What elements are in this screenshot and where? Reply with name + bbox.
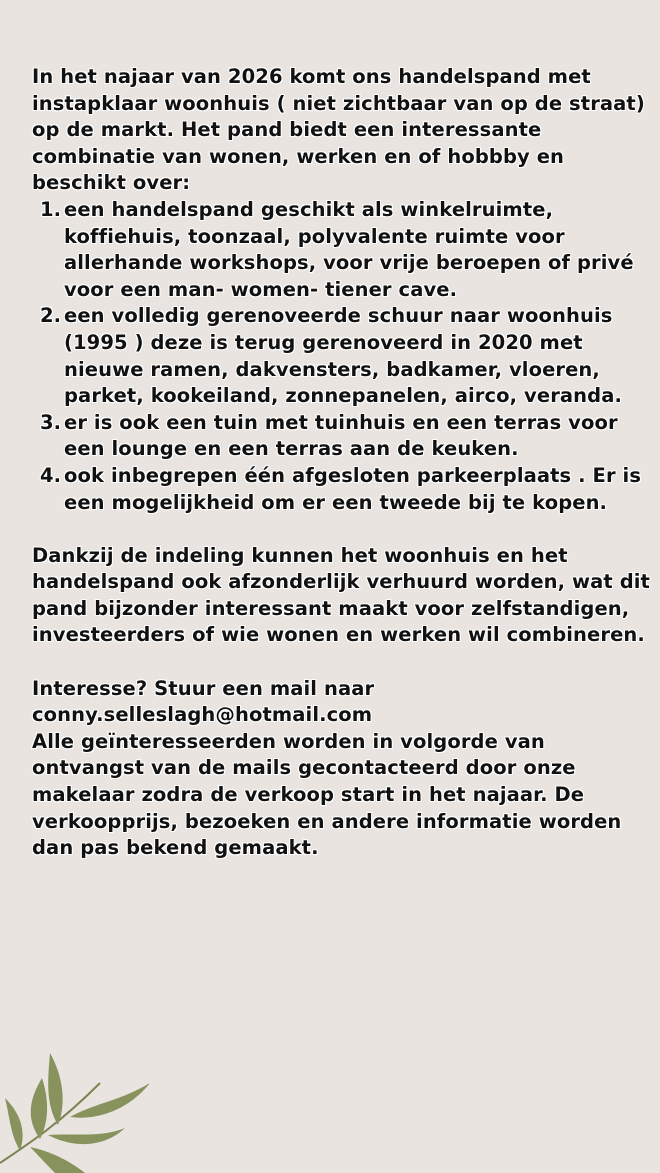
contact-email[interactable]: conny.selleslagh@hotmail.com: [32, 703, 373, 727]
list-item-number: 2.: [40, 304, 62, 328]
list-item-number: 3.: [40, 410, 62, 434]
list-item: [32, 303, 656, 409]
list-item-text: een volledig gerenoveerde schuur naar woonhuis (1995 ) deze is terug gerenoveerd in 2020 met nieuwe ramen, dakvensters, badkamer, vloeren, parket, kookeiland, zonnepanelen, airco, veranda.: [64, 304, 622, 408]
contact-note: Alle geïnteresseerden worden in volgorde van ontvangst van de mails gecontacteerd door onze makelaar zodra de verkoop start in het najaar. De verkoopprijs, bezoeken en andere informatie worden dan pas bekend gemaakt.: [32, 729, 622, 860]
list-item-text: ook inbegrepen één afgesloten parkeerplaats . Er is een mogelijkheid om er een tweede bij te kopen.: [64, 463, 642, 514]
features-list: [32, 197, 656, 516]
spacer: [32, 516, 656, 543]
leaf-branch-icon: [0, 1023, 170, 1173]
list-item-text: er is ook een tuin met tuinhuis en een terras voor een lounge en een terras aan de keuken.: [64, 410, 618, 461]
list-item: [32, 463, 656, 516]
list-item: [32, 410, 656, 463]
contact-line: Interesse? Stuur een mail naar: [32, 676, 375, 700]
intro-paragraph: In het najaar van 2026 komt ons handelspand met instapklaar woonhuis ( niet zichtbaar van op de straat) op de markt. Het pand biedt een interessante combinatie van wonen, werken en of hobbby en beschikt over:: [32, 65, 645, 195]
announcement-text: [32, 64, 656, 862]
list-item: [32, 197, 656, 303]
rental-paragraph: Dankzij de indeling kunnen het woonhuis en het handelspand ook afzonderlijk verhuurd worden, wat dit pand bijzonder interessant maakt voor zelfstandigen, investeerders of wie wonen en werken wil combineren.: [32, 543, 650, 647]
list-item-number: 1.: [40, 197, 62, 221]
list-item-text: een handelspand geschikt als winkelruimte, koffiehuis, toonzaal, polyvalente ruimte voor allerhande workshops, voor vrije beroepen of privé voor een man- women- tiener cave.: [64, 197, 634, 301]
spacer: [32, 649, 656, 676]
list-item-number: 4.: [40, 463, 62, 487]
